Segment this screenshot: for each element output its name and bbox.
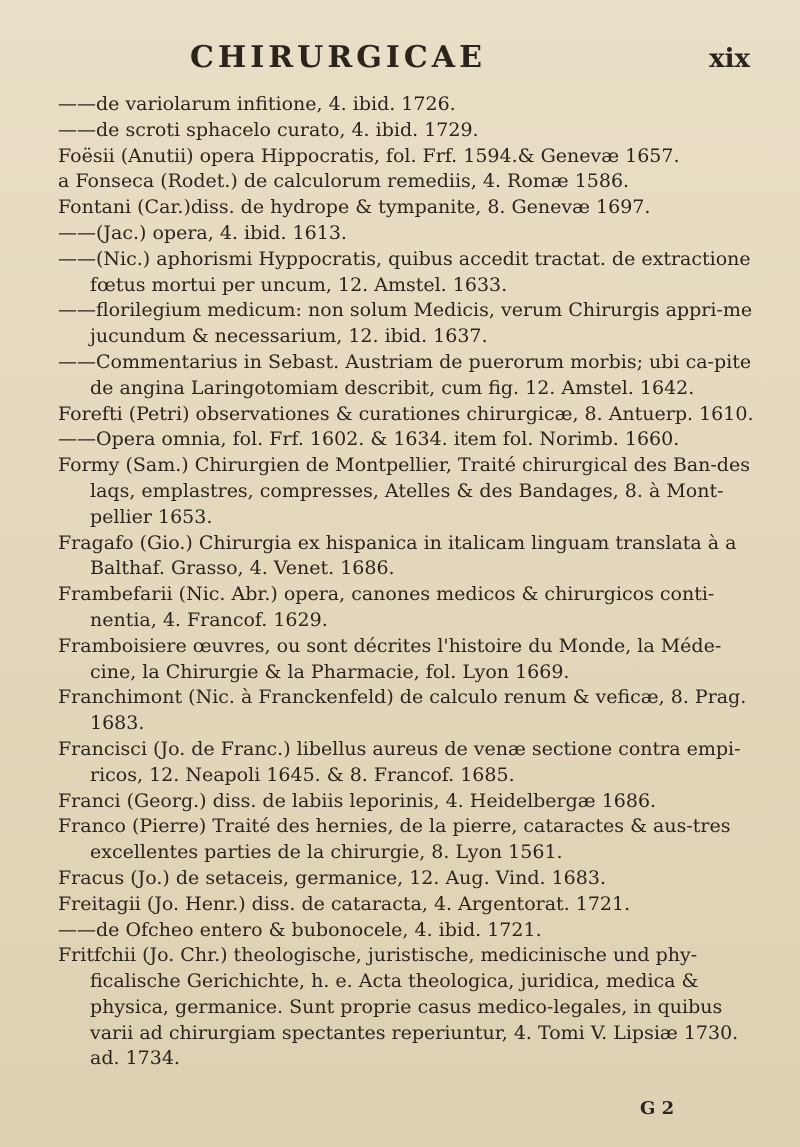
bibliography-entry: ——de variolarum infitione, 4. ibid. 1726. xyxy=(58,93,456,115)
bibliography-entry: Franco (Pierre) Traité des hernies, de la pierre, cataractes & aus-tres excellentes parties de la chirurgie, 8. Lyon 1561. xyxy=(58,815,731,864)
bibliography-entry: Framboisiere œuvres, ou sont décrites l'histoire du Monde, la Méde-cine, la Chirurgie & la Pharmacie, fol. Lyon 1669. xyxy=(58,634,722,683)
bibliography-entry: ——(Nic.) aphorismi Hyppocratis, quibus accedit tractat. de extractione fœtus mortui per uncum, 12. Amstel. 1633. xyxy=(58,247,751,296)
page-number: xix xyxy=(709,44,750,74)
bibliography-entry: ——(Jac.) opera, 4. ibid. 1613. xyxy=(58,221,347,244)
bibliography-entry: Frambefarii (Nic. Abr.) opera, canones medicos & chirurgicos conti-nentia, 4. Francof. 1629. xyxy=(58,583,715,631)
bibliography-entry: ——de Ofcheo entero & bubonocele, 4. ibid. 1721. xyxy=(58,918,542,941)
bibliography-entry: ——de scroti sphacelo curato, 4. ibid. 1729. xyxy=(58,118,479,141)
bibliography-entry: Francisci (Jo. de Franc.) libellus aureus de venæ sectione contra empi-ricos, 12. Neapoli 1645. & 8. Francof. 1685. xyxy=(58,737,741,786)
bibliography-entry: ——Commentarius in Sebast. Austriam de puerorum morbis; ubi ca-pite de angina Laringotomiam describit, cum fig. 12. Amstel. 1642. xyxy=(58,350,752,399)
bibliography-entry: Fracus (Jo.) de setaceis, germanice, 12. Aug. Vind. 1683. xyxy=(58,866,606,889)
bibliography-entry: ——Opera omnia, fol. Frf. 1602. & 1634. item fol. Norimb. 1660. xyxy=(58,428,680,451)
running-title: CHIRURGICAE xyxy=(190,40,486,75)
bibliography-entry: Franci (Georg.) diss. de labiis leporinis, 4. Heidelbergæ 1686. xyxy=(58,789,657,812)
bibliography-entry: Forefti (Petri) observationes & curationes chirurgicæ, 8. Antuerp. 1610. xyxy=(58,402,754,425)
bibliography-entry: Franchimont (Nic. à Franckenfeld) de calculo renum & veficæ, 8. Prag. 1683. xyxy=(58,686,747,735)
bibliography-entry: Fontani (Car.)diss. de hydrope & tympanite, 8. Genevæ 1697. xyxy=(58,196,651,219)
bibliography-entry: a Fonseca (Rodet.) de calculorum remediis, 4. Romæ 1586. xyxy=(58,170,630,193)
bibliography-entry: Fritfchii (Jo. Chr.) theologische, juristische, medicinische und phy-ficalische Gerichichte, h. e. Acta theologica, juridica, medica & physica, germanice. Sunt proprie casus medico-legales, in quibus varii ad chirurgiam spectantes reperiuntur, 4. Tomi V. Lipsiæ 1730. ad. 1734. xyxy=(58,944,739,1070)
bibliography-entry: Foësii (Anutii) opera Hippocratis, fol. Frf. 1594.& Genevæ 1657. xyxy=(58,144,680,167)
bibliography-text xyxy=(58,92,758,1072)
page-header xyxy=(190,40,750,80)
bibliography-entry: Fragafo (Gio.) Chirurgia ex hispanica in italicam linguam translata à a Balthaf. Grasso, 4. Venet. 1686. xyxy=(58,531,737,580)
signature-mark: G 2 xyxy=(640,1098,675,1119)
bibliography-entry: Formy (Sam.) Chirurgien de Montpellier, Traité chirurgical des Ban-des laqs, emplastres, compresses, Atelles & des Bandages, 8. à Mont-pellier 1653. xyxy=(58,454,750,528)
bibliography-entry: ——florilegium medicum: non solum Medicis, verum Chirurgis appri-me jucundum & necessarium, 12. ibid. 1637. xyxy=(58,299,753,348)
bibliography-entry: Freitagii (Jo. Henr.) diss. de cataracta, 4. Argentorat. 1721. xyxy=(58,892,631,915)
